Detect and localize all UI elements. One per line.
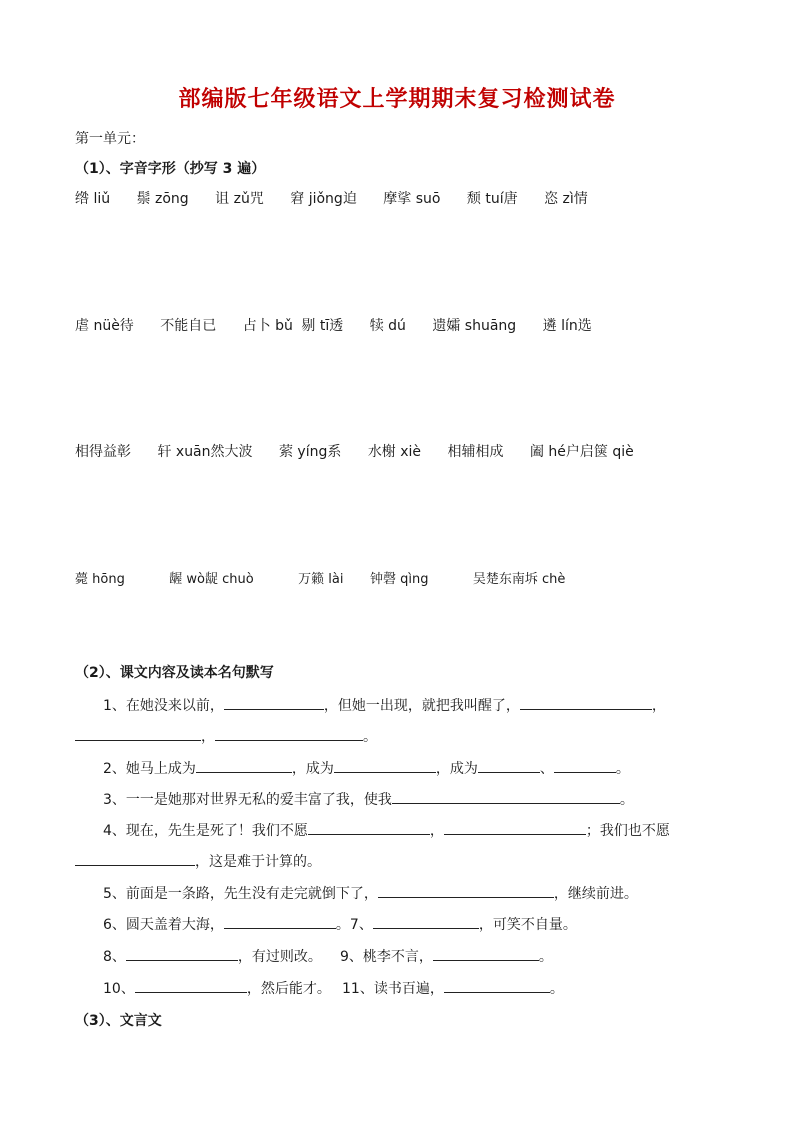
question-1: 1、在她没来以前， ，但她一出现，就把我叫醒了， ， <box>103 695 666 715</box>
question-2: 2、她马上成为 ，成为 ，成为 、 。 <box>103 758 630 778</box>
question-5: 5、前面是一条路，先生没有走完就倒下了， ，继续前进。 <box>103 883 638 903</box>
vocab-item: 虐 nüè待 <box>75 318 134 334</box>
vocab-item: 相辅相成 <box>447 444 504 460</box>
answer-blank[interactable] <box>444 820 586 835</box>
answer-blank[interactable] <box>308 820 430 835</box>
vocab-item: 阖 hé户启箧 qiè <box>529 444 634 460</box>
vocab-item: 剔 tī透 <box>301 318 344 334</box>
vocab-item: 犊 dú <box>369 318 406 334</box>
vocab-item: 占卜 bǔ <box>242 318 293 334</box>
question-4-cont: ，这是难于计算的。 <box>75 851 321 871</box>
answer-blank[interactable] <box>224 695 324 710</box>
question-3: 3、一一是她那对世界无私的爱丰富了我，使我 。 <box>103 789 634 809</box>
vocab-item: 摩挲 suō <box>383 191 441 207</box>
answer-blank[interactable] <box>520 695 652 710</box>
question-10: 10、 ，然后能才。 <box>103 978 331 998</box>
vocab-item: 萦 yíng系 <box>278 444 342 460</box>
vocab-item: 轩 xuān然大波 <box>157 444 253 460</box>
answer-blank[interactable] <box>334 758 436 773</box>
question-9: 9、桃李不言， 。 <box>340 946 553 966</box>
question-8: 8、 ，有过则改。 <box>103 946 322 966</box>
vocab-item: 相得益彰 <box>75 444 131 460</box>
question-6-7: 6、圆天盖着大海， 。7、 ，可笑不自量。 <box>103 914 577 934</box>
answer-blank[interactable] <box>478 758 540 773</box>
section-heading-1: （1）、字音字形（抄写 3 遍） <box>75 161 266 177</box>
vocab-item: 万籁 lài <box>298 572 344 587</box>
vocab-item: 窘 jiǒng迫 <box>290 191 357 207</box>
answer-blank[interactable] <box>215 726 363 741</box>
vocab-row-2 <box>75 315 614 335</box>
question-1-cont: ， 。 <box>75 726 377 746</box>
vocab-item: 龌 wò龊 chuò <box>169 572 254 587</box>
vocab-item: 恣 zì情 <box>544 191 588 207</box>
page-title: 部编版七年级语文上学期期末复习检测试卷 <box>178 87 616 112</box>
answer-blank[interactable] <box>196 758 292 773</box>
vocab-item: 钟磬 qìng <box>369 572 429 587</box>
question-11: 11、读书百遍， 。 <box>342 978 564 998</box>
vocab-item: 鬃 zōng <box>136 191 189 207</box>
vocab-item: 薨 hōng <box>75 572 125 587</box>
answer-blank[interactable] <box>433 946 539 961</box>
vocab-row-1 <box>75 188 610 208</box>
answer-blank[interactable] <box>75 726 201 741</box>
vocab-item: 遗孀 shuāng <box>432 318 517 334</box>
vocab-item: 诅 zǔ咒 <box>215 191 264 207</box>
unit-label: 第一单元： <box>75 131 145 147</box>
answer-blank[interactable] <box>75 851 195 866</box>
answer-blank[interactable] <box>224 914 336 929</box>
answer-blank[interactable] <box>392 789 620 804</box>
vocab-item: 颓 tuí唐 <box>466 191 518 207</box>
answer-blank[interactable] <box>135 978 247 993</box>
answer-blank[interactable] <box>554 758 616 773</box>
vocab-row-3 <box>75 441 656 461</box>
section-heading-2: （2）、课文内容及读本名句默写 <box>75 665 274 681</box>
vocab-item: 水榭 xiè <box>367 444 422 460</box>
vocab-item: 吴楚东南坼 chè <box>472 572 566 587</box>
section-heading-3: （3）、文言文 <box>75 1013 162 1029</box>
answer-blank[interactable] <box>373 914 479 929</box>
question-4: 4、现在，先生是死了！我们不愿 ， ；我们也不愿 <box>103 820 670 840</box>
vocab-row-4 <box>75 568 587 587</box>
vocab-item: 遴 lín选 <box>542 318 592 334</box>
answer-blank[interactable] <box>126 946 238 961</box>
answer-blank[interactable] <box>444 978 550 993</box>
vocab-item: 不能自已 <box>160 318 217 334</box>
vocab-item: 绺 liǔ <box>75 191 111 207</box>
answer-blank[interactable] <box>378 883 554 898</box>
